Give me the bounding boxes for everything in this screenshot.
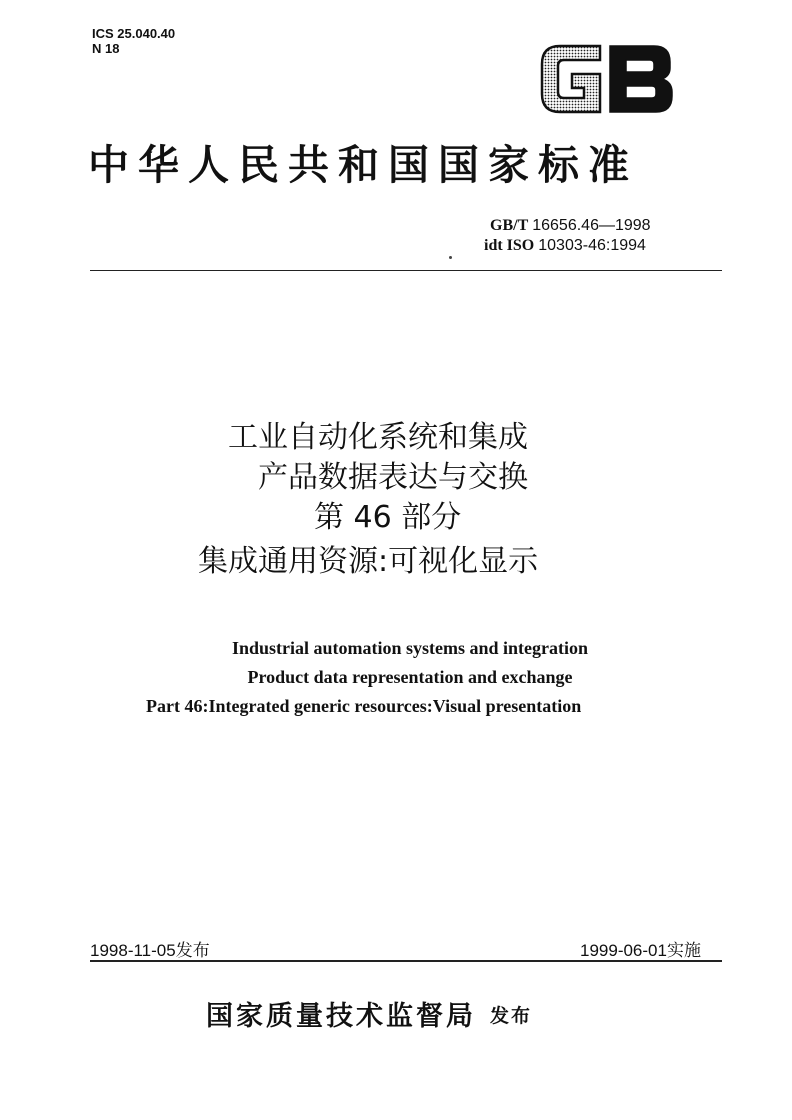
english-title-line-3: Part 46:Integrated generic resources:Visual presentation (146, 696, 582, 716)
authority-name: 国家质量技术监督局 (206, 1001, 476, 1032)
classification-codes (92, 26, 175, 56)
chinese-title-line-2: 产品数据表达与交换 (258, 460, 528, 495)
stray-dot (449, 256, 452, 259)
chinese-title-line-3: 第 46 部分 (314, 500, 462, 535)
gb-logo-text: GB (538, 40, 540, 41)
english-title (100, 634, 720, 721)
idt-number: 10303-46:1994 (538, 237, 646, 254)
bottom-divider (90, 960, 722, 962)
gb-logo (538, 40, 676, 118)
issue-date: 1998-11-05发布 (90, 941, 210, 960)
ics-code: ICS 25.040.40 (92, 26, 176, 41)
implementation-date: 1999-06-01实施 (580, 941, 701, 960)
issuing-authority (206, 994, 532, 1033)
english-title-line-2: Product data representation and exchange (247, 667, 573, 687)
idt-label: idt ISO (484, 237, 535, 254)
standard-numbers (470, 216, 710, 256)
gbt-label: GB/T (490, 217, 529, 234)
gbt-number: 16656.46—1998 (532, 217, 651, 234)
chinese-title-line-4: 集成通用资源:可视化显示 (198, 544, 539, 579)
n-code: N 18 (92, 41, 120, 56)
national-standard-heading: 中华人民共和国国家标准 (88, 141, 638, 189)
english-title-line-1: Industrial automation systems and integration (231, 638, 589, 658)
chinese-title-line-1: 工业自动化系统和集成 (228, 420, 528, 455)
authority-action: 发布 (490, 1005, 533, 1027)
top-divider (90, 270, 722, 271)
